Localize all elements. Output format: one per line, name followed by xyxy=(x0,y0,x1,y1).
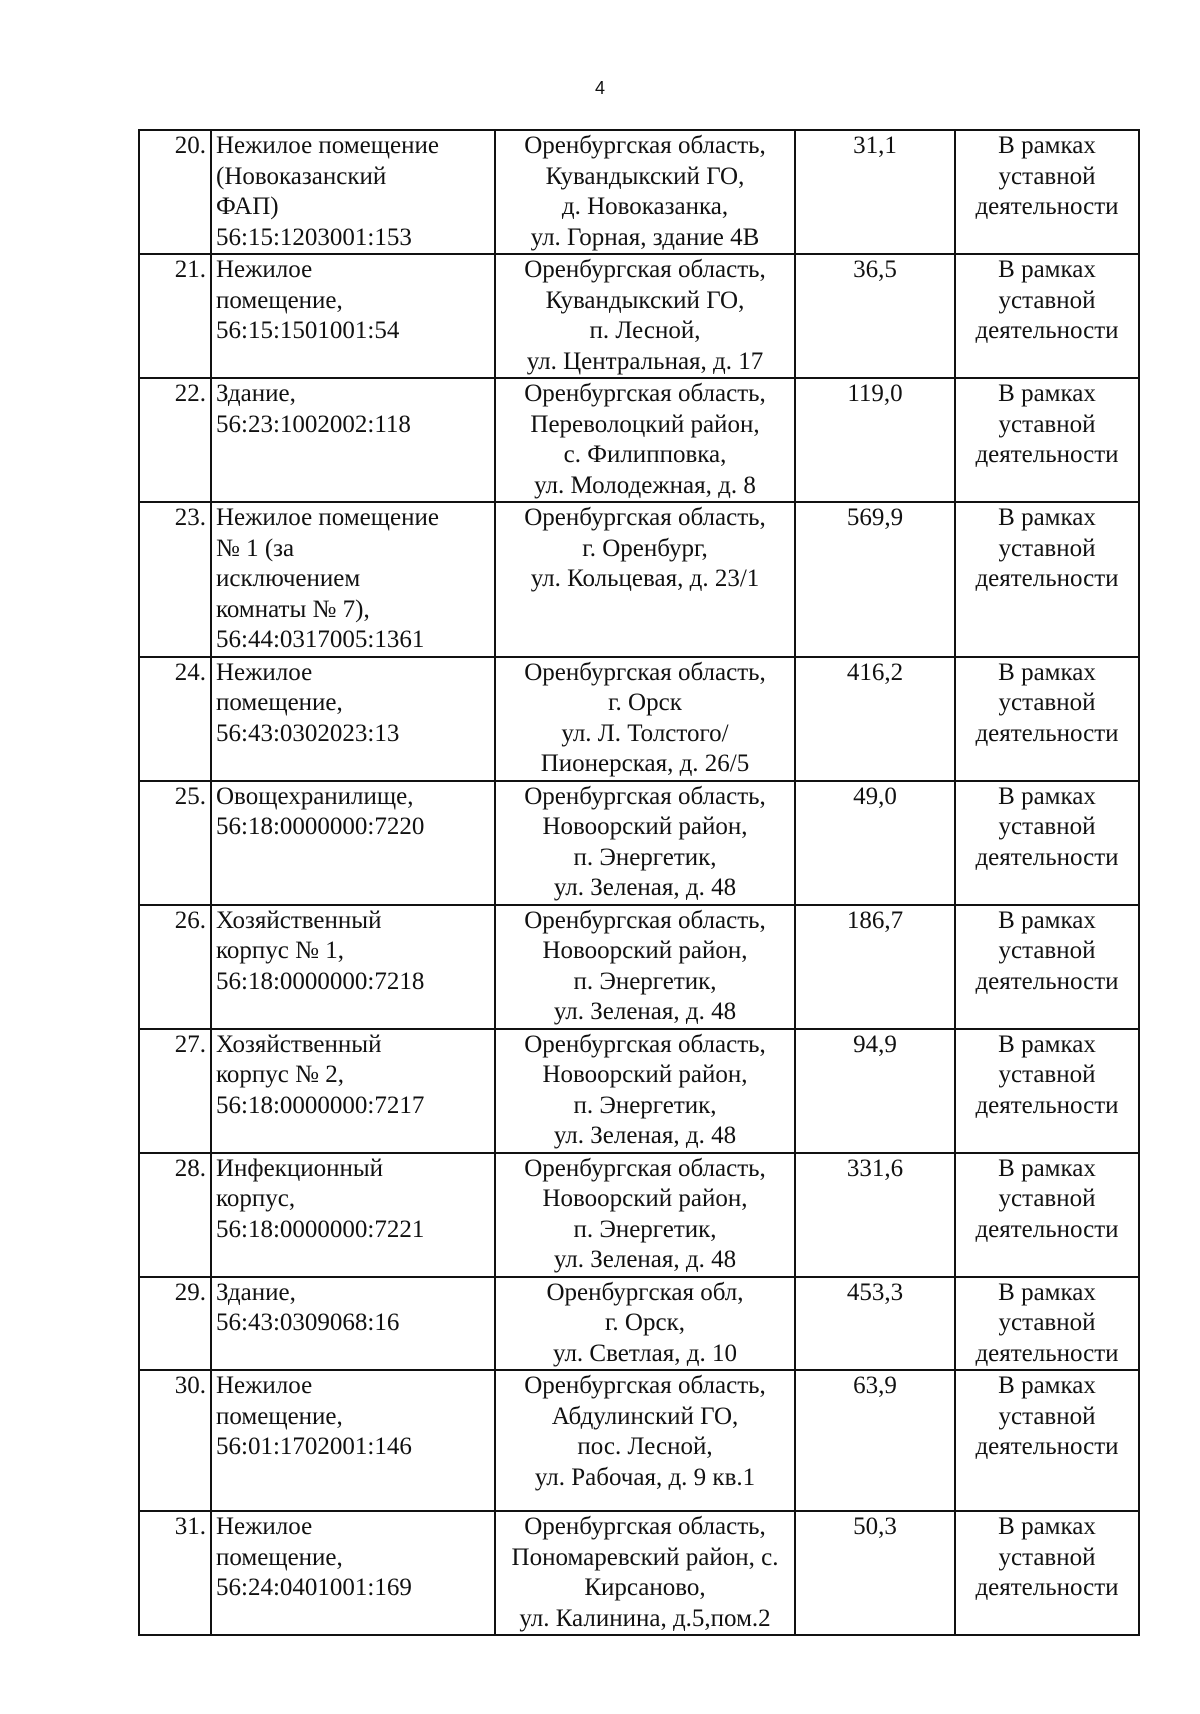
object-address-line: ул. Зеленая, д. 48 xyxy=(553,998,737,1025)
object-purpose xyxy=(955,130,1139,254)
table-row xyxy=(139,1277,1139,1371)
object-address-line: Новоорский район, xyxy=(542,1185,748,1212)
object-name-line: Нежилое помещение xyxy=(216,504,439,531)
row-number: 30. xyxy=(139,1370,211,1511)
object-address-line: пос. Лесной, xyxy=(577,1433,713,1460)
property-table xyxy=(138,129,1140,1636)
object-purpose-line: деятельности xyxy=(975,441,1119,468)
object-purpose-line: В рамках xyxy=(998,906,1096,934)
object-purpose-line: уставной xyxy=(998,1061,1096,1088)
object-name xyxy=(211,1277,495,1371)
object-address xyxy=(495,254,795,378)
table-row xyxy=(139,1511,1139,1635)
object-address-line: ул. Горная, здание 4В xyxy=(530,223,760,251)
object-purpose-line: уставной xyxy=(998,162,1096,190)
object-address-line: ул. Кольцевая, д. 23/1 xyxy=(530,565,760,592)
object-name-line: Нежилое помещение xyxy=(216,132,439,159)
object-purpose-line: уставной xyxy=(998,813,1096,840)
object-address-line: г. Оренбург, xyxy=(582,534,708,562)
row-number: 23. xyxy=(139,502,211,657)
object-area: 186,7 xyxy=(795,905,955,1029)
object-name-line: 56:44:0317005:1361 xyxy=(216,626,425,653)
table-row xyxy=(139,502,1139,657)
object-name xyxy=(211,1511,495,1635)
object-address-line: Пономаревский район, с. xyxy=(511,1543,779,1571)
object-purpose-line: уставной xyxy=(998,937,1096,964)
object-name-line: 56:15:1501001:54 xyxy=(216,317,400,344)
row-number: 20. xyxy=(139,130,211,254)
object-name-line: 56:24:0401001:169 xyxy=(216,1574,412,1601)
object-address-line: ул. Рабочая, д. 9 кв.1 xyxy=(534,1463,756,1491)
object-address-line: ул. Зеленая, д. 48 xyxy=(553,1122,737,1149)
object-area: 569,9 xyxy=(795,502,955,657)
object-name-line: помещение, xyxy=(216,1402,343,1430)
object-name xyxy=(211,657,495,781)
object-address-line: д. Новоказанка, xyxy=(561,193,729,220)
object-address-line: п. Энергетик, xyxy=(573,1215,717,1243)
object-address-line: Оренбургская область, xyxy=(524,906,766,934)
object-address-line: Оренбургская область, xyxy=(524,380,766,407)
object-name xyxy=(211,1029,495,1153)
object-purpose xyxy=(955,905,1139,1029)
row-number: 25. xyxy=(139,781,211,905)
object-name-line: Овощехранилище, xyxy=(216,782,414,810)
object-area: 119,0 xyxy=(795,378,955,502)
object-purpose-line: деятельности xyxy=(975,1574,1119,1601)
object-area: 331,6 xyxy=(795,1153,955,1277)
object-address-line: п. Энергетик, xyxy=(573,967,717,995)
table-row xyxy=(139,130,1139,254)
table-row xyxy=(139,378,1139,502)
object-name-line: помещение, xyxy=(216,1543,343,1571)
object-address-line: г. Орск, xyxy=(605,1309,685,1336)
object-area: 50,3 xyxy=(795,1511,955,1635)
object-address xyxy=(495,1511,795,1635)
object-name xyxy=(211,781,495,905)
object-address xyxy=(495,502,795,657)
table-row xyxy=(139,905,1139,1029)
object-address-line: Оренбургская область, xyxy=(524,658,766,686)
object-purpose-line: деятельности xyxy=(975,1091,1119,1119)
object-address-line: ул. Зеленая, д. 48 xyxy=(553,1246,737,1273)
object-address-line: Оренбургская область, xyxy=(524,504,766,531)
object-name-line: (Новоказанский xyxy=(216,162,387,190)
object-purpose xyxy=(955,1277,1139,1371)
object-name-line: корпус, xyxy=(216,1185,296,1212)
object-purpose-line: В рамках xyxy=(998,1154,1096,1182)
object-purpose-line: В рамках xyxy=(998,1278,1096,1306)
object-purpose-line: деятельности xyxy=(975,1339,1119,1367)
table-row xyxy=(139,1370,1139,1511)
object-address xyxy=(495,781,795,905)
object-name-line: ФАП) xyxy=(216,193,279,220)
object-address-line: Переволоцкий район, xyxy=(530,410,760,438)
row-number: 21. xyxy=(139,254,211,378)
object-area: 453,3 xyxy=(795,1277,955,1371)
row-number: 26. xyxy=(139,905,211,1029)
object-address-line: ул. Центральная, д. 17 xyxy=(526,347,764,375)
object-address xyxy=(495,905,795,1029)
object-address xyxy=(495,1153,795,1277)
object-address-line: п. Лесной, xyxy=(589,317,701,344)
object-address-line: Кирсаново, xyxy=(584,1574,706,1601)
object-address xyxy=(495,1029,795,1153)
object-name-line: Здание, xyxy=(216,1278,296,1306)
object-address-line: Оренбургская область, xyxy=(524,1372,766,1399)
table-row xyxy=(139,781,1139,905)
object-address-line: ул. Светлая, д. 10 xyxy=(553,1339,737,1367)
object-purpose-line: В рамках xyxy=(998,256,1096,283)
object-address-line: Оренбургская область, xyxy=(524,132,766,159)
object-address-line: п. Энергетик, xyxy=(573,843,717,871)
object-purpose-line: В рамках xyxy=(998,1030,1096,1058)
object-address-line: Оренбургская область, xyxy=(524,256,766,283)
object-address-line: ул. Л. Толстого/ xyxy=(561,719,729,747)
object-name-line: 56:23:1002002:118 xyxy=(216,410,411,438)
object-name-line: Хозяйственный xyxy=(216,906,382,934)
row-number: 31. xyxy=(139,1511,211,1635)
object-area: 63,9 xyxy=(795,1370,955,1511)
object-purpose-line: В рамках xyxy=(998,782,1096,810)
object-name-line: 56:18:0000000:7217 xyxy=(216,1091,425,1119)
object-purpose-line: уставной xyxy=(998,286,1096,314)
object-purpose-line: В рамках xyxy=(998,658,1096,686)
object-purpose-line: деятельности xyxy=(975,565,1119,592)
object-name-line: Нежилое xyxy=(216,658,313,686)
object-purpose xyxy=(955,1153,1139,1277)
object-address-line: Абдулинский ГО, xyxy=(551,1402,739,1430)
object-name-line: Здание, xyxy=(216,380,296,407)
object-address-line: Оренбургская область, xyxy=(524,1513,766,1540)
object-address-line: Новоорский район, xyxy=(542,1061,748,1088)
object-address-line: Новоорский район, xyxy=(542,937,748,964)
object-name-line: помещение, xyxy=(216,689,343,716)
object-purpose-line: уставной xyxy=(998,1402,1096,1430)
object-name xyxy=(211,1370,495,1511)
object-purpose-line: В рамках xyxy=(998,504,1096,531)
object-purpose-line: В рамках xyxy=(998,380,1096,407)
object-area: 31,1 xyxy=(795,130,955,254)
row-number: 28. xyxy=(139,1153,211,1277)
object-name xyxy=(211,130,495,254)
object-name xyxy=(211,1153,495,1277)
object-address-line: Оренбургская область, xyxy=(524,1030,766,1058)
object-area: 94,9 xyxy=(795,1029,955,1153)
object-address-line: п. Энергетик, xyxy=(573,1091,717,1119)
object-purpose xyxy=(955,1511,1139,1635)
object-address xyxy=(495,657,795,781)
object-name-line: 56:18:0000000:7218 xyxy=(216,967,425,995)
object-address-line: Оренбургская обл, xyxy=(546,1278,744,1306)
object-purpose-line: деятельности xyxy=(975,967,1119,995)
object-name-line: исключением xyxy=(216,565,361,592)
page-number: 4 xyxy=(594,78,605,98)
object-purpose-line: уставной xyxy=(998,1543,1096,1571)
object-purpose xyxy=(955,781,1139,905)
object-purpose-line: В рамках xyxy=(998,1372,1096,1399)
object-address-line: Кувандыкский ГО, xyxy=(545,286,745,314)
object-purpose-line: В рамках xyxy=(998,1513,1096,1540)
object-purpose-line: уставной xyxy=(998,534,1096,562)
row-number: 29. xyxy=(139,1277,211,1371)
object-name-line: 56:18:0000000:7221 xyxy=(216,1215,425,1243)
object-area: 416,2 xyxy=(795,657,955,781)
object-address-line: ул. Калинина, д.5,пом.2 xyxy=(519,1604,771,1632)
object-purpose-line: В рамках xyxy=(998,132,1096,159)
object-area: 36,5 xyxy=(795,254,955,378)
object-name-line: комнаты № 7), xyxy=(216,595,370,623)
object-address-line: Кувандыкский ГО, xyxy=(545,162,745,190)
object-purpose-line: уставной xyxy=(998,1185,1096,1212)
object-name-line: корпус № 1, xyxy=(216,937,344,964)
object-purpose-line: деятельности xyxy=(975,1215,1119,1243)
object-area: 49,0 xyxy=(795,781,955,905)
object-address-line: Оренбургская область, xyxy=(524,782,766,810)
object-name-line: Хозяйственный xyxy=(216,1030,382,1058)
row-number: 22. xyxy=(139,378,211,502)
object-address xyxy=(495,1370,795,1511)
object-name-line: 56:43:0302023:13 xyxy=(216,719,400,747)
object-name-line: корпус № 2, xyxy=(216,1061,344,1088)
object-name xyxy=(211,502,495,657)
object-address-line: Пионерская, д. 26/5 xyxy=(540,750,750,777)
table-row xyxy=(139,1153,1139,1277)
object-address xyxy=(495,130,795,254)
object-name xyxy=(211,378,495,502)
object-name-line: 56:43:0309068:16 xyxy=(216,1309,400,1336)
object-purpose-line: деятельности xyxy=(975,1433,1119,1460)
table-row xyxy=(139,657,1139,781)
table-row xyxy=(139,1029,1139,1153)
object-name-line: Нежилое xyxy=(216,1513,313,1540)
object-purpose xyxy=(955,657,1139,781)
object-name-line: 56:18:0000000:7220 xyxy=(216,813,425,840)
object-name xyxy=(211,254,495,378)
object-address xyxy=(495,1277,795,1371)
object-name-line: Нежилое xyxy=(216,256,313,283)
object-purpose-line: деятельности xyxy=(975,843,1119,871)
object-purpose xyxy=(955,502,1139,657)
object-name-line: 56:01:1702001:146 xyxy=(216,1433,412,1460)
object-name-line: Нежилое xyxy=(216,1372,313,1399)
object-purpose-line: деятельности xyxy=(975,193,1119,220)
object-name-line: № 1 (за xyxy=(216,534,295,562)
object-address-line: Оренбургская область, xyxy=(524,1154,766,1182)
row-number: 27. xyxy=(139,1029,211,1153)
object-purpose-line: деятельности xyxy=(975,317,1119,344)
object-purpose-line: уставной xyxy=(998,1309,1096,1336)
object-purpose xyxy=(955,378,1139,502)
object-name xyxy=(211,905,495,1029)
object-address-line: г. Орск xyxy=(608,689,682,716)
object-address-line: ул. Молодежная, д. 8 xyxy=(534,471,756,499)
object-name-line: Инфекционный xyxy=(216,1154,384,1182)
row-number: 24. xyxy=(139,657,211,781)
object-purpose-line: уставной xyxy=(998,689,1096,716)
object-purpose xyxy=(955,254,1139,378)
object-address-line: ул. Зеленая, д. 48 xyxy=(553,874,737,901)
object-address xyxy=(495,378,795,502)
object-purpose-line: уставной xyxy=(998,410,1096,438)
object-purpose xyxy=(955,1029,1139,1153)
object-address-line: с. Филипповка, xyxy=(563,441,727,468)
object-purpose-line: деятельности xyxy=(975,719,1119,747)
object-name-line: 56:15:1203001:153 xyxy=(216,223,412,251)
object-purpose xyxy=(955,1370,1139,1511)
table-row xyxy=(139,254,1139,378)
object-address-line: Новоорский район, xyxy=(542,813,748,840)
object-name-line: помещение, xyxy=(216,286,343,314)
